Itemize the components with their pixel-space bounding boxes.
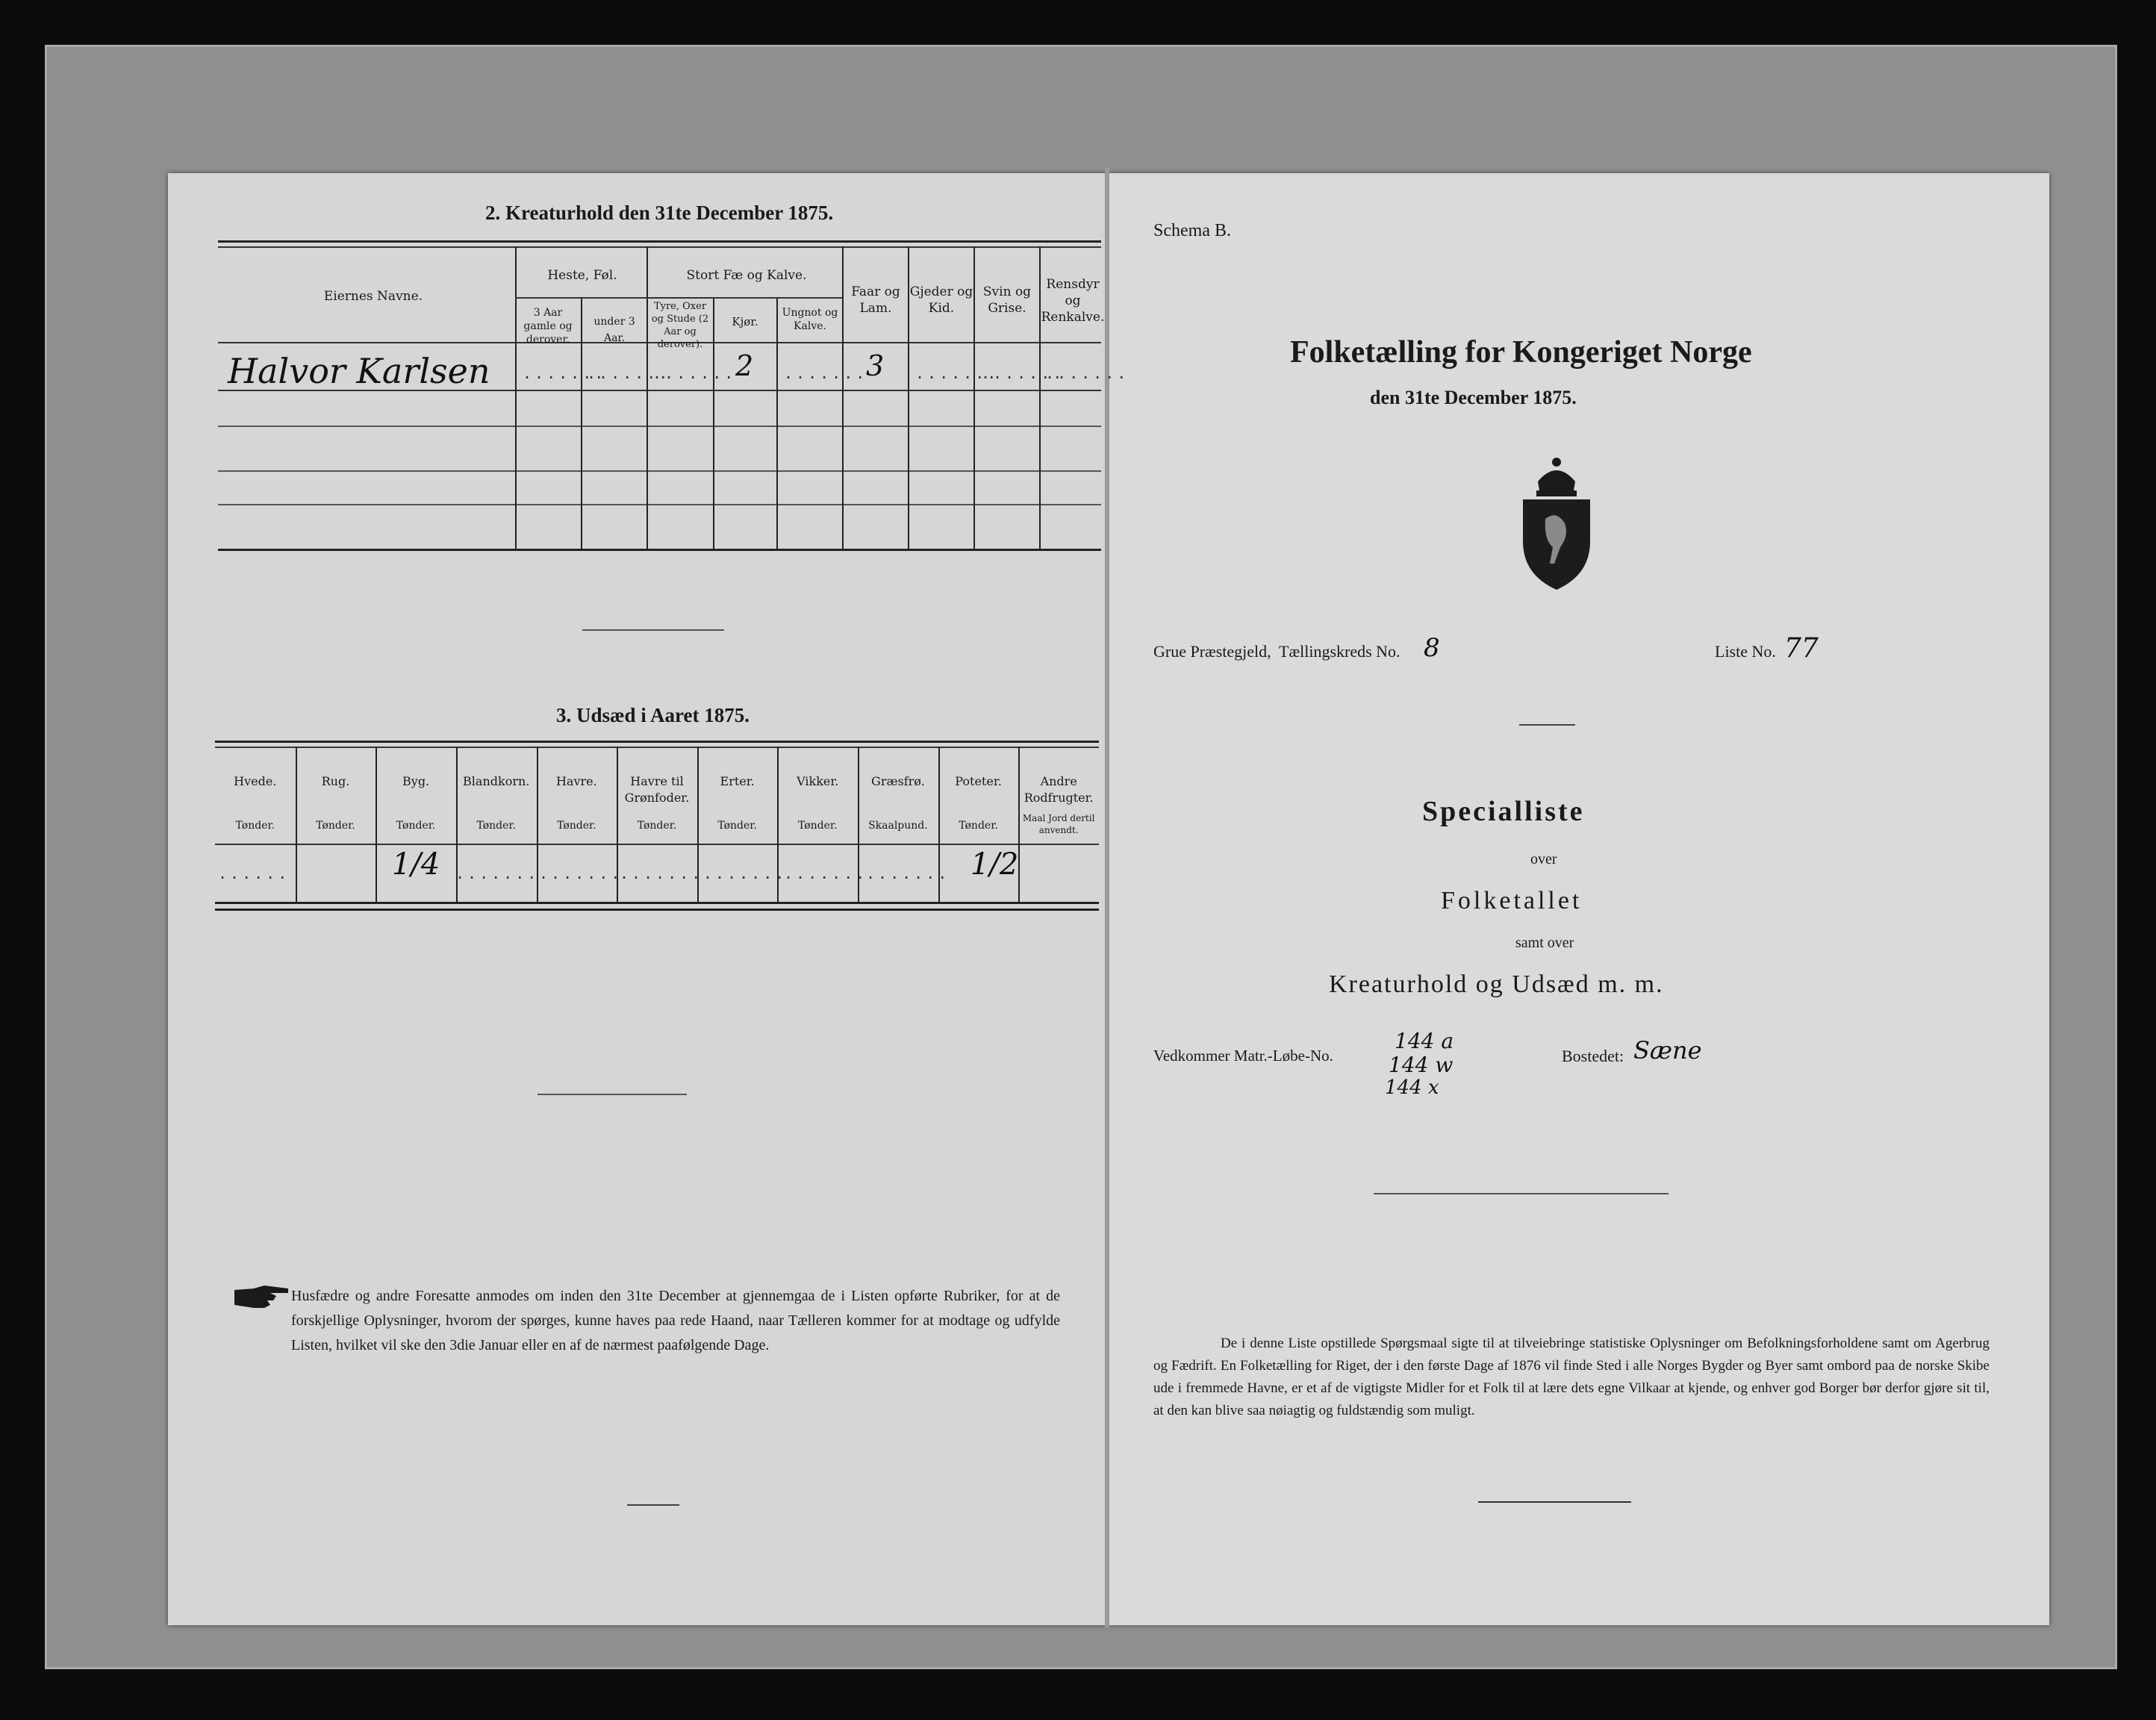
dot-leader: ....... <box>455 864 540 882</box>
population-label: Folketallet <box>1441 887 1583 914</box>
owner-name-handwritten: Halvor Karlsen <box>228 351 490 391</box>
census-date: den 31te December 1875. <box>1370 387 1577 408</box>
matr-value: 144 a <box>1395 1029 1454 1053</box>
table1-row-rule <box>218 504 1101 505</box>
table1-group-rule <box>515 297 842 299</box>
bleed-through-text <box>351 478 396 1598</box>
pigs-header: Svin og Grise. <box>982 284 1032 316</box>
sowing-column-unit: Tønder. <box>557 820 596 832</box>
table1-col-divider <box>776 297 778 549</box>
sowing-column-unit: Tønder. <box>396 820 436 832</box>
dot-leader: ....... <box>703 864 788 882</box>
dot-leader: ....... <box>866 864 950 882</box>
barley-value: 1/4 <box>392 847 440 882</box>
section2-title: 2. Kreaturhold den 31te December 1875. <box>485 202 834 224</box>
dot-leader: ....... <box>523 364 607 382</box>
separator-rule <box>627 1504 679 1506</box>
table2-header-rule <box>215 844 1099 845</box>
sowing-column-header: Rug. <box>321 774 350 788</box>
sowing-column-header: Havre til Grønfoder. <box>624 774 690 805</box>
sowing-column-unit: Tønder. <box>637 820 677 832</box>
samt-over-label: samt over <box>1515 935 1574 951</box>
table1-row-rule <box>218 426 1101 427</box>
sowing-column-header: Vikker. <box>797 774 839 788</box>
sheep-value: 3 <box>866 349 885 382</box>
dot-leader: ....... <box>587 364 671 382</box>
table1-rule <box>218 246 1101 248</box>
district-value: 8 <box>1424 633 1440 663</box>
sowing-column-header: Græsfrø. <box>871 774 925 788</box>
separator-rule <box>538 1094 687 1095</box>
dot-leader: ....... <box>620 864 704 882</box>
sowing-column-header: Andre Rodfrugter. <box>1024 774 1094 805</box>
table2-bottom-rule <box>215 909 1099 911</box>
parish-label: Grue Præstegjeld, <box>1153 642 1271 661</box>
sowing-column-unit: Tønder. <box>717 820 757 832</box>
dot-leader: ....... <box>1045 364 1130 382</box>
table2-top-rule <box>215 741 1099 743</box>
sowing-column-header: Byg. <box>402 774 430 788</box>
table1-bottom-rule <box>218 549 1101 551</box>
dot-leader: ....... <box>539 864 623 882</box>
section3-title: 3. Udsæd i Aaret 1875. <box>556 704 750 726</box>
dot-leader: ....... <box>915 364 1000 382</box>
matr-value: 144 x <box>1385 1076 1439 1099</box>
table1-top-rule <box>218 240 1101 243</box>
potatoes-value: 1/2 <box>970 847 1019 882</box>
separator-rule <box>582 629 724 631</box>
sowing-column-unit: Tønder. <box>235 820 275 832</box>
district-label: Tællingskreds No. <box>1279 642 1401 661</box>
sowing-column-header: Erter. <box>720 774 755 788</box>
dot-leader: ....... <box>784 864 868 882</box>
matr-label: Vedkommer Matr.-Løbe-No. <box>1153 1047 1333 1065</box>
sowing-column-unit: Tønder. <box>316 820 355 832</box>
sowing-column-header: Poteter. <box>955 774 1002 788</box>
special-list-title: Specialliste <box>1422 796 1585 827</box>
dot-leader: ....... <box>981 364 1065 382</box>
table1-col-divider <box>647 246 648 549</box>
separator-rule <box>1478 1501 1631 1503</box>
owner-header: Eiernes Navne. <box>323 289 423 304</box>
sheep-header: Faar og Lam. <box>851 284 900 316</box>
goats-header: Gjeder og Kid. <box>909 284 973 316</box>
sowing-column-unit: Tønder. <box>959 820 998 832</box>
dot-leader: ....... <box>652 364 737 382</box>
young-cattle-header: Ungnot og Kalve. <box>782 307 838 332</box>
bosted-label: Bostedet: <box>1562 1047 1624 1065</box>
reindeer-header: Rensdyr og Renkalve. <box>1041 277 1105 325</box>
dot-leader: ...... <box>218 864 290 882</box>
table1-col-divider <box>515 246 517 549</box>
horses-young-header: under 3 Aar. <box>593 316 635 344</box>
schema-label: Schema B. <box>1153 221 1231 240</box>
page-fold <box>1105 168 1109 1627</box>
sowing-column-header: Hvede. <box>234 774 277 788</box>
table2-bottom-rule <box>215 902 1099 904</box>
list-label: Liste No. <box>1715 642 1776 661</box>
horses-old-header: 3 Aar gamle og derover. <box>523 307 573 346</box>
separator-rule <box>1519 724 1575 726</box>
cows-header: Kjør. <box>732 315 758 328</box>
bulls-header: Tyre, Oxer og Stude (2 Aar og derover). <box>651 301 709 350</box>
matr-value: 144 w <box>1389 1053 1454 1077</box>
table1-row-rule <box>218 470 1101 472</box>
cattle-header: Stort Fæ og Kalve. <box>686 268 807 283</box>
livestock-sowing-subtitle: Kreaturhold og Udsæd m. m. <box>1329 970 1664 998</box>
list-value: 77 <box>1784 633 1819 664</box>
cows-value: 2 <box>735 349 754 382</box>
sowing-column-unit: Tønder. <box>797 820 838 832</box>
separator-rule <box>1374 1193 1669 1194</box>
sowing-column-unit: Skaalpund. <box>868 820 928 832</box>
bosted-value: Sæne <box>1633 1036 1702 1065</box>
table2-rule <box>215 747 1099 748</box>
pointing-hand-icon <box>231 1283 291 1312</box>
sowing-column-header: Blandkorn. <box>463 774 530 788</box>
horses-header: Heste, Føl. <box>547 268 617 283</box>
explanation-paragraph: De i denne Liste opstillede Spørgsmaal sigte til at tilveiebringe statistiske Oplysninger om Befolkningsforholdene samt om Agerbrug og Fædrift. En Folketælling for Riget, der i den første Dage af 1876 vil finde Sted i alle Norges Bygder og Byer samt ombord paa de norske Skibe ude i fremmede Havne, er et af de vigtigste Midler for et Folk til at lære dets egne Vilkaar at kjende, og enhver god Borger bør derfor gjøre sit til, at den kan blive saa nøiagtig og fuldstændig som muligt. <box>1153 1336 1990 1418</box>
table1-col-divider <box>713 297 714 549</box>
notice-text: Husfædre og andre Foresatte anmodes om inden den 31te December at gjennemgaa de i Listen opførte Rubriker, for at de forskjellige Oplysninger, hvorom der spørges, kunne haves paa rede Haand, naar Tælleren kommer for at modtage og udfylde Listen, hvilket vil ske den 3die Januar eller en af de nærmest paafølgende Dage. <box>291 1288 1060 1353</box>
sowing-column-unit: Tønder. <box>476 820 516 832</box>
sowing-column-header: Havre. <box>555 774 597 788</box>
over-label: over <box>1530 851 1557 867</box>
census-title: Folketælling for Kongeriget Norge <box>1290 335 1752 370</box>
sowing-column-unit: Maal Jord dertil anvendt. <box>1022 813 1095 835</box>
dot-leader: ....... <box>784 364 868 382</box>
coat-of-arms-seal <box>1515 452 1598 593</box>
